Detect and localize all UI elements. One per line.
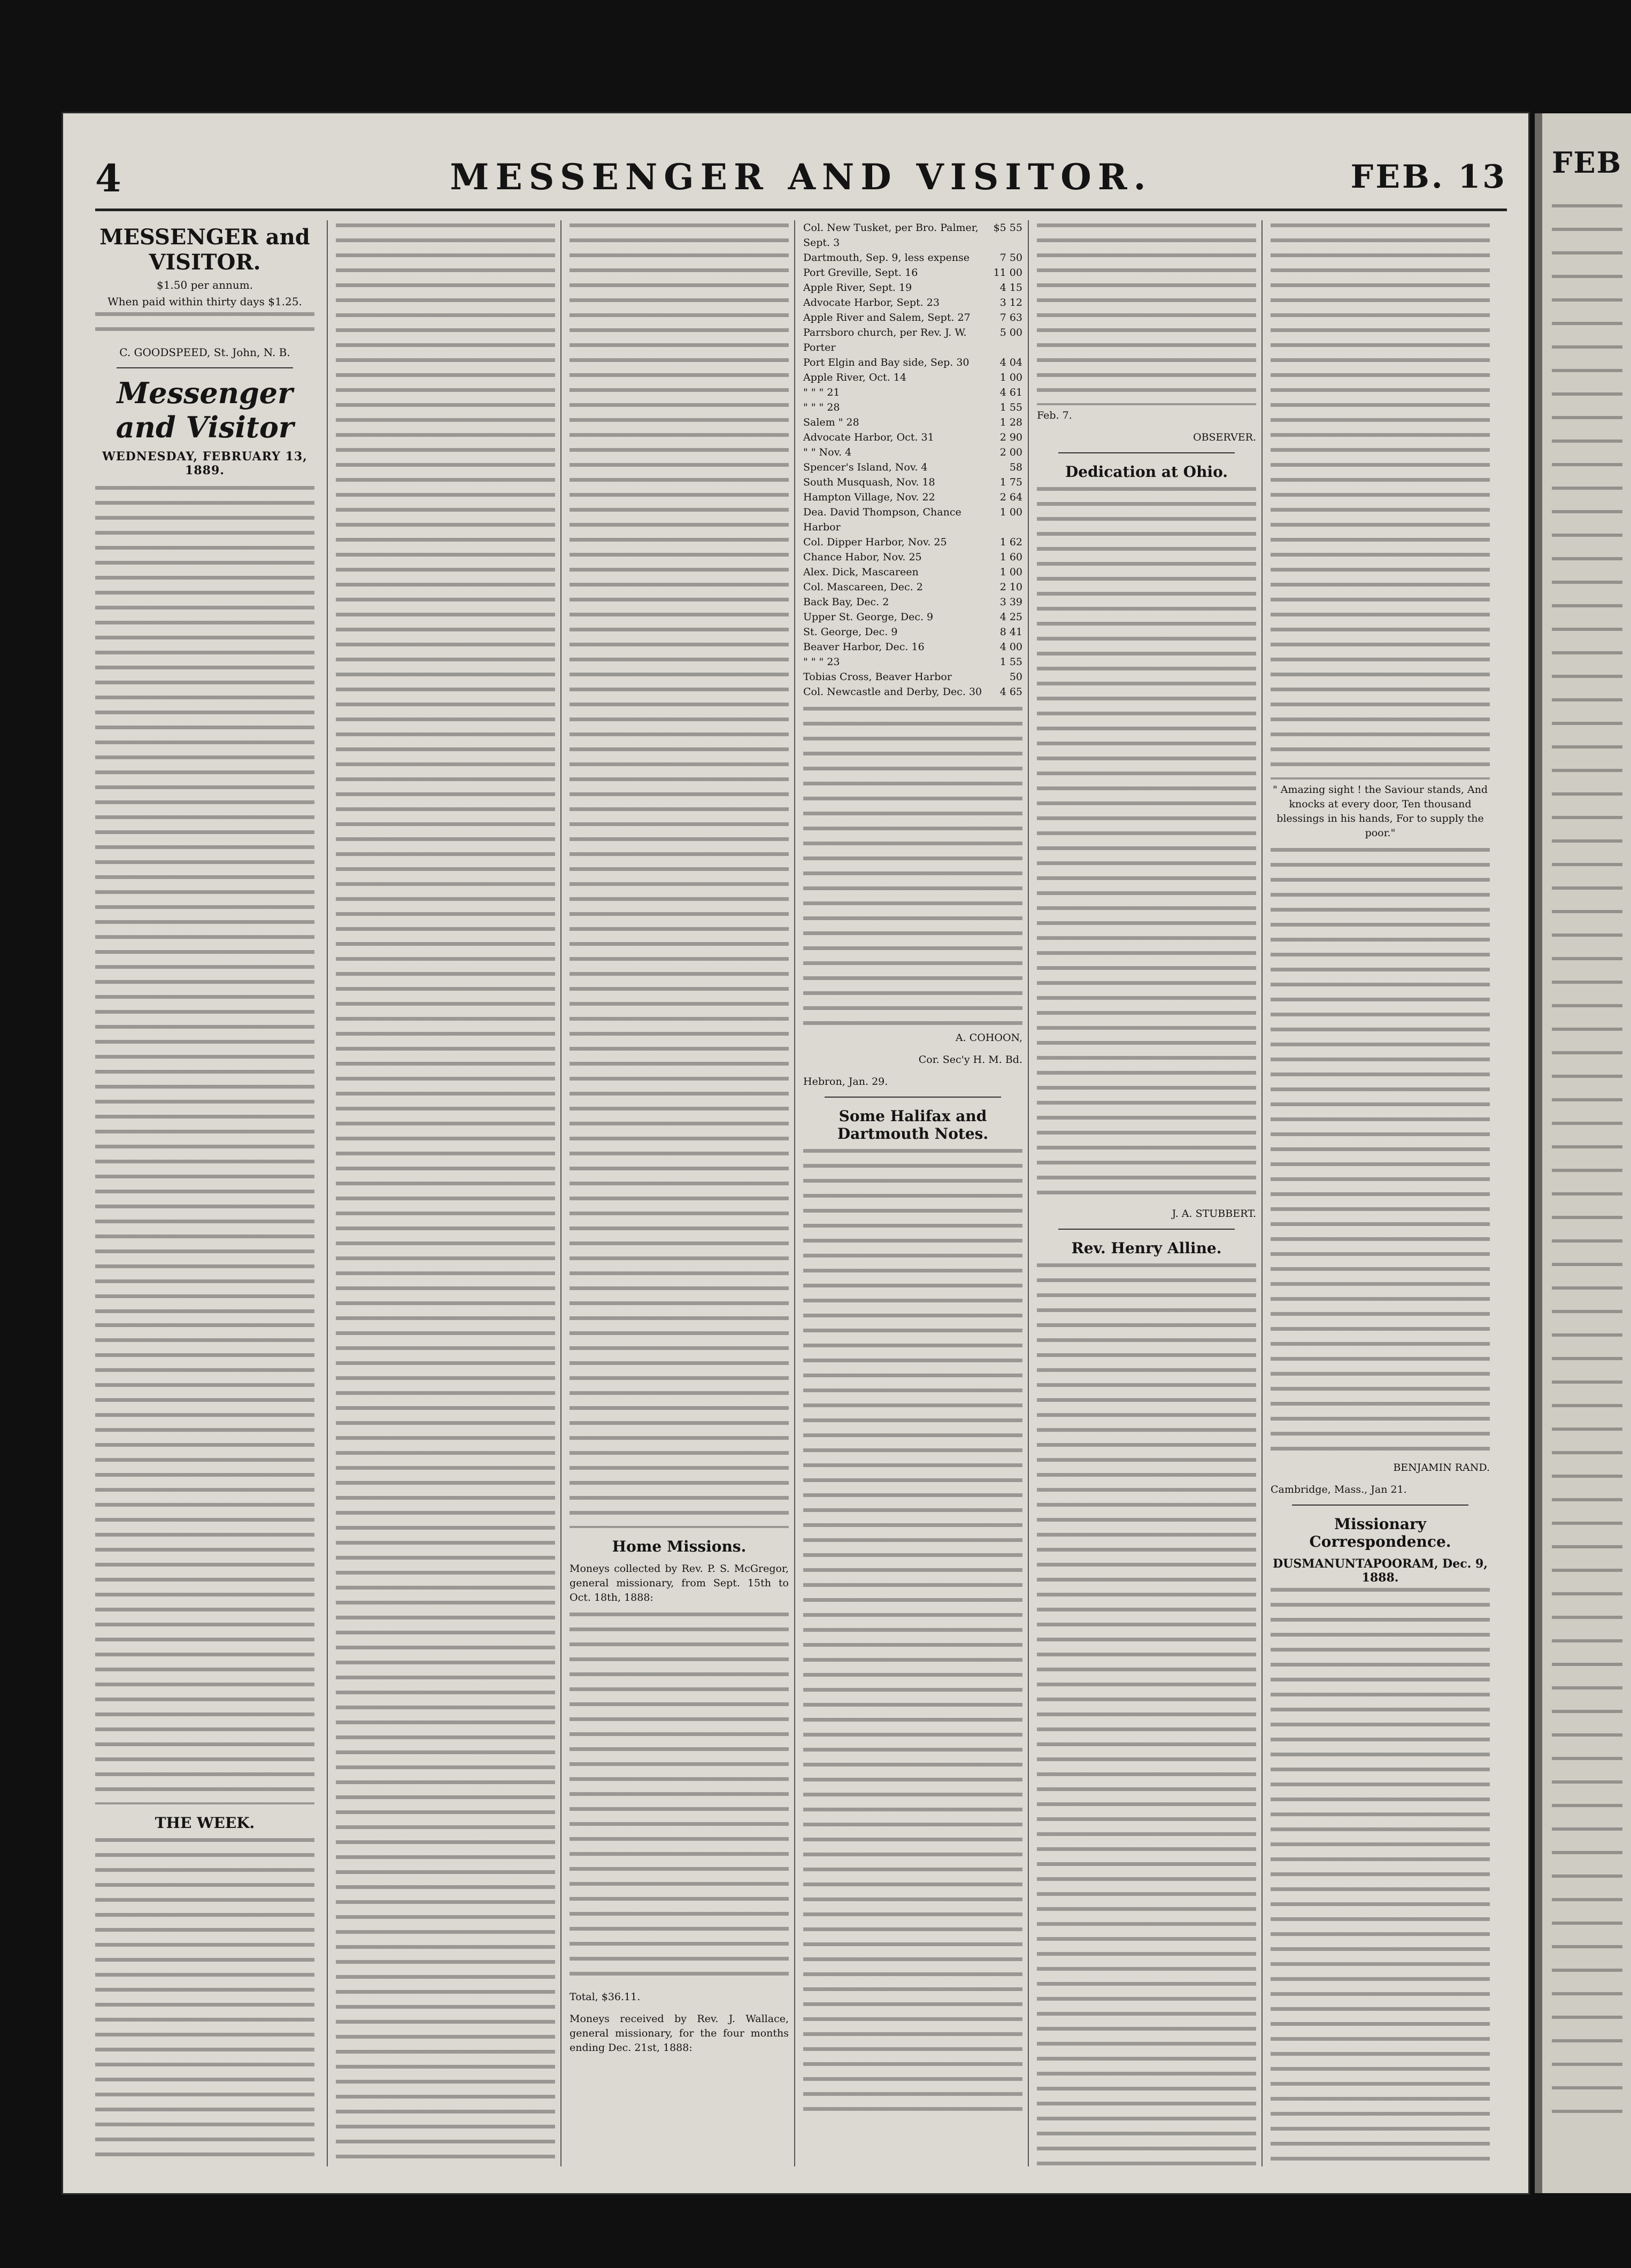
column-2	[336, 220, 555, 2166]
the-week-heading: THE WEEK.	[155, 1814, 255, 1832]
receipt-place: Advocate Harbor, Oct. 31	[803, 431, 934, 443]
receipt-place: Parrsboro church, per Rev. J. W. Porter	[803, 327, 967, 353]
issue-date: FEB. 13	[1350, 158, 1507, 196]
receipt-amount: 1 00	[999, 372, 1022, 383]
receipt-place: " " Nov. 4	[803, 446, 852, 458]
receipt-place: Col. New Tusket, per Bro. Palmer, Sept. 3	[803, 222, 979, 249]
receipt-row	[803, 295, 1022, 310]
column-6	[1271, 220, 1490, 2166]
receipt-row	[803, 490, 1022, 505]
hymn-quote: " Amazing sight ! the Saviour stands, And knocks at every door, Ten thousand blessings in his hands, For to supply the poor."	[1272, 784, 1488, 839]
receipt-row	[803, 550, 1022, 565]
divider	[117, 367, 293, 368]
receipt-row	[803, 580, 1022, 595]
masthead-rule	[95, 209, 1507, 211]
receipt-row	[803, 325, 1022, 355]
receipt-amount: 1 60	[999, 551, 1022, 563]
column-rule	[560, 220, 561, 2166]
receipt-place: " " " 23	[803, 656, 840, 668]
column-rule	[794, 220, 795, 2166]
subscription-terms	[95, 312, 314, 342]
receipt-row	[803, 624, 1022, 639]
receipt-row	[803, 310, 1022, 325]
wallace-receipts-intro: Moneys received by Rev. J. Wallace, general missionary, for the four months ending Dec. 21st, 1888:	[570, 2013, 789, 2054]
mission-receipts-list	[803, 220, 1022, 699]
receipt-amount: 3 12	[999, 297, 1022, 308]
letter-text	[1037, 223, 1256, 405]
receipt-place: Col. Dipper Harbor, Nov. 25	[803, 536, 947, 548]
subscription-early-price: When paid within thirty days $1.25.	[107, 295, 302, 308]
receipt-row	[803, 654, 1022, 669]
receipt-row	[803, 475, 1022, 490]
column-rule	[327, 220, 328, 2166]
receipt-place: Chance Habor, Nov. 25	[803, 551, 922, 563]
halifax-notes-text	[803, 1149, 1022, 2122]
missionary-correspondence-heading: Missionary Correspondence.	[1309, 1515, 1451, 1550]
receipt-place: St. George, Dec. 9	[803, 626, 898, 638]
receipt-row	[803, 280, 1022, 295]
receipt-place: South Musquash, Nov. 18	[803, 476, 935, 488]
receipt-place: Advocate Harbor, Sept. 23	[803, 297, 940, 308]
receipt-place: Beaver Harbor, Dec. 16	[803, 641, 925, 653]
issue-dateline: WEDNESDAY, FEBRUARY 13, 1889.	[102, 450, 307, 477]
divider	[1058, 1229, 1235, 1230]
receipt-row	[803, 250, 1022, 265]
letter-dateline: DUSMANUNTAPOORAM, Dec. 9, 1888.	[1273, 1557, 1488, 1585]
receipt-place: " " " 21	[803, 387, 840, 398]
home-missions-list	[570, 1613, 789, 1987]
receipt-place: Col. Newcastle and Derby, Dec. 30	[803, 686, 982, 698]
signature: A. COHOON,	[955, 1032, 1022, 1044]
receipt-amount: 4 04	[999, 357, 1022, 368]
receipt-amount: 1 28	[999, 416, 1022, 428]
receipt-amount: 1 75	[999, 476, 1022, 488]
alline-heading: Rev. Henry Alline.	[1071, 1239, 1222, 1257]
home-missions-intro: Moneys collected by Rev. P. S. McGregor, general missionary, from Sept. 15th to Oct. 18th, 1888:	[570, 1563, 789, 1603]
newspaper-page	[63, 113, 1528, 2193]
receipt-amount: 1 62	[999, 536, 1022, 548]
dedication-signature: J. A. STUBBERT.	[1172, 1208, 1256, 1220]
receipt-amount: 50	[1009, 671, 1022, 683]
subscription-box-title: MESSENGER and VISITOR.	[99, 225, 310, 275]
receipt-amount: 58	[1009, 461, 1022, 473]
receipt-row	[803, 535, 1022, 550]
next-page-text	[1552, 204, 1622, 2129]
article-text	[336, 223, 555, 2159]
receipts-note	[803, 707, 1022, 1028]
place-date: Hebron, Jan. 29.	[803, 1076, 888, 1087]
receipt-row	[803, 415, 1022, 430]
subscription-price: $1.50 per annum.	[156, 279, 253, 291]
page-number: 4	[95, 156, 121, 200]
column-rule	[1028, 220, 1029, 2166]
receipt-row	[803, 385, 1022, 400]
receipt-amount: 8 41	[999, 626, 1022, 638]
paper-masthead-title: MESSENGER AND VISITOR.	[450, 156, 1152, 198]
receipt-place: Upper St. George, Dec. 9	[803, 611, 934, 623]
receipt-amount: 5 00	[999, 327, 1022, 338]
column-3	[570, 220, 789, 2166]
masthead	[95, 156, 1507, 204]
receipt-place: " " " 28	[803, 402, 840, 413]
receipt-row	[803, 669, 1022, 684]
divider	[825, 1097, 1001, 1098]
dedication-text	[1037, 487, 1256, 1204]
receipt-amount: 4 65	[999, 686, 1022, 698]
next-page-date: FEB	[1552, 145, 1622, 180]
receipt-row	[803, 684, 1022, 699]
receipt-amount: 4 15	[999, 282, 1022, 294]
missionary-letter-text	[1271, 1588, 1490, 2166]
editorial-text	[95, 1323, 314, 1804]
receipt-place: Col. Mascareen, Dec. 2	[803, 581, 923, 593]
column-rule	[1261, 220, 1263, 2166]
receipt-amount: 7 63	[999, 312, 1022, 323]
receipt-row	[803, 445, 1022, 460]
page-fold	[1535, 113, 1542, 2193]
receipt-row	[803, 610, 1022, 624]
alline-text-continued	[1271, 223, 1490, 780]
alline-text	[1037, 1263, 1256, 2166]
receipt-place: Tobias Cross, Beaver Harbor	[803, 671, 952, 683]
home-missions-total: Total, $36.11.	[570, 1991, 641, 2003]
receipt-amount: 2 90	[999, 431, 1022, 443]
receipt-place: Dea. David Thompson, Chance Harbor	[803, 506, 961, 533]
editorial-text	[95, 486, 314, 1320]
receipt-row	[803, 565, 1022, 580]
alline-text-continued	[1271, 848, 1490, 1457]
article-text	[570, 223, 789, 1528]
receipt-place: Salem " 28	[803, 416, 859, 428]
receipt-place: Back Bay, Dec. 2	[803, 596, 889, 608]
receipt-amount: 7 50	[999, 252, 1022, 264]
receipt-place: Spencer's Island, Nov. 4	[803, 461, 928, 473]
receipt-amount: 4 61	[999, 387, 1022, 398]
receipt-row	[803, 370, 1022, 385]
receipt-row	[803, 460, 1022, 475]
place-date: Feb. 7.	[1037, 410, 1072, 421]
receipt-amount: 2 00	[999, 446, 1022, 458]
receipt-amount: 1 00	[999, 566, 1022, 578]
the-week-text	[95, 1838, 314, 2166]
receipt-row	[803, 639, 1022, 654]
halifax-notes-heading: Some Halifax and Dartmouth Notes.	[837, 1107, 989, 1143]
receipt-place: Apple River and Salem, Sept. 27	[803, 312, 971, 323]
signature-title: Cor. Sec'y H. M. Bd.	[918, 1054, 1022, 1066]
receipt-place: Dartmouth, Sep. 9, less expense	[803, 252, 970, 264]
publisher-address: C. GOODSPEED, St. John, N. B.	[119, 346, 290, 359]
receipt-amount: 1 55	[999, 402, 1022, 413]
place-date: Cambridge, Mass., Jan 21.	[1271, 1484, 1407, 1495]
receipt-row	[803, 400, 1022, 415]
receipt-row	[803, 355, 1022, 370]
paper-title: Messenger and Visitor	[116, 376, 294, 444]
column-5	[1037, 220, 1256, 2166]
home-missions-heading: Home Missions.	[612, 1538, 747, 1555]
receipt-row	[803, 505, 1022, 535]
signature: OBSERVER.	[1193, 431, 1256, 443]
receipt-row	[803, 220, 1022, 250]
receipt-row	[803, 595, 1022, 610]
receipt-place: Apple River, Sept. 19	[803, 282, 912, 294]
receipt-amount: 2 10	[999, 581, 1022, 593]
divider	[1058, 452, 1235, 453]
receipt-row	[803, 430, 1022, 445]
receipt-amount: 4 00	[999, 641, 1022, 653]
receipt-place: Alex. Dick, Mascareen	[803, 566, 919, 578]
receipt-amount: 1 00	[999, 506, 1022, 518]
receipt-amount: 2 64	[999, 491, 1022, 503]
receipt-place: Port Greville, Sept. 16	[803, 267, 918, 279]
receipt-amount: 4 25	[999, 611, 1022, 623]
receipt-place: Hampton Village, Nov. 22	[803, 491, 935, 503]
receipt-place: Port Elgin and Bay side, Sep. 30	[803, 357, 970, 368]
receipt-place: Apple River, Oct. 14	[803, 372, 906, 383]
column-4	[803, 220, 1022, 2166]
dedication-heading: Dedication at Ohio.	[1065, 463, 1228, 481]
receipt-amount: 1 55	[999, 656, 1022, 668]
receipt-row	[803, 265, 1022, 280]
receipt-amount: $5 55	[993, 222, 1022, 234]
column-1	[95, 220, 314, 2166]
signature: BENJAMIN RAND.	[1393, 1462, 1490, 1474]
receipt-amount: 11 00	[993, 267, 1022, 279]
divider	[1292, 1505, 1468, 1506]
receipt-amount: 3 39	[999, 596, 1022, 608]
next-page-edge	[1535, 113, 1631, 2193]
